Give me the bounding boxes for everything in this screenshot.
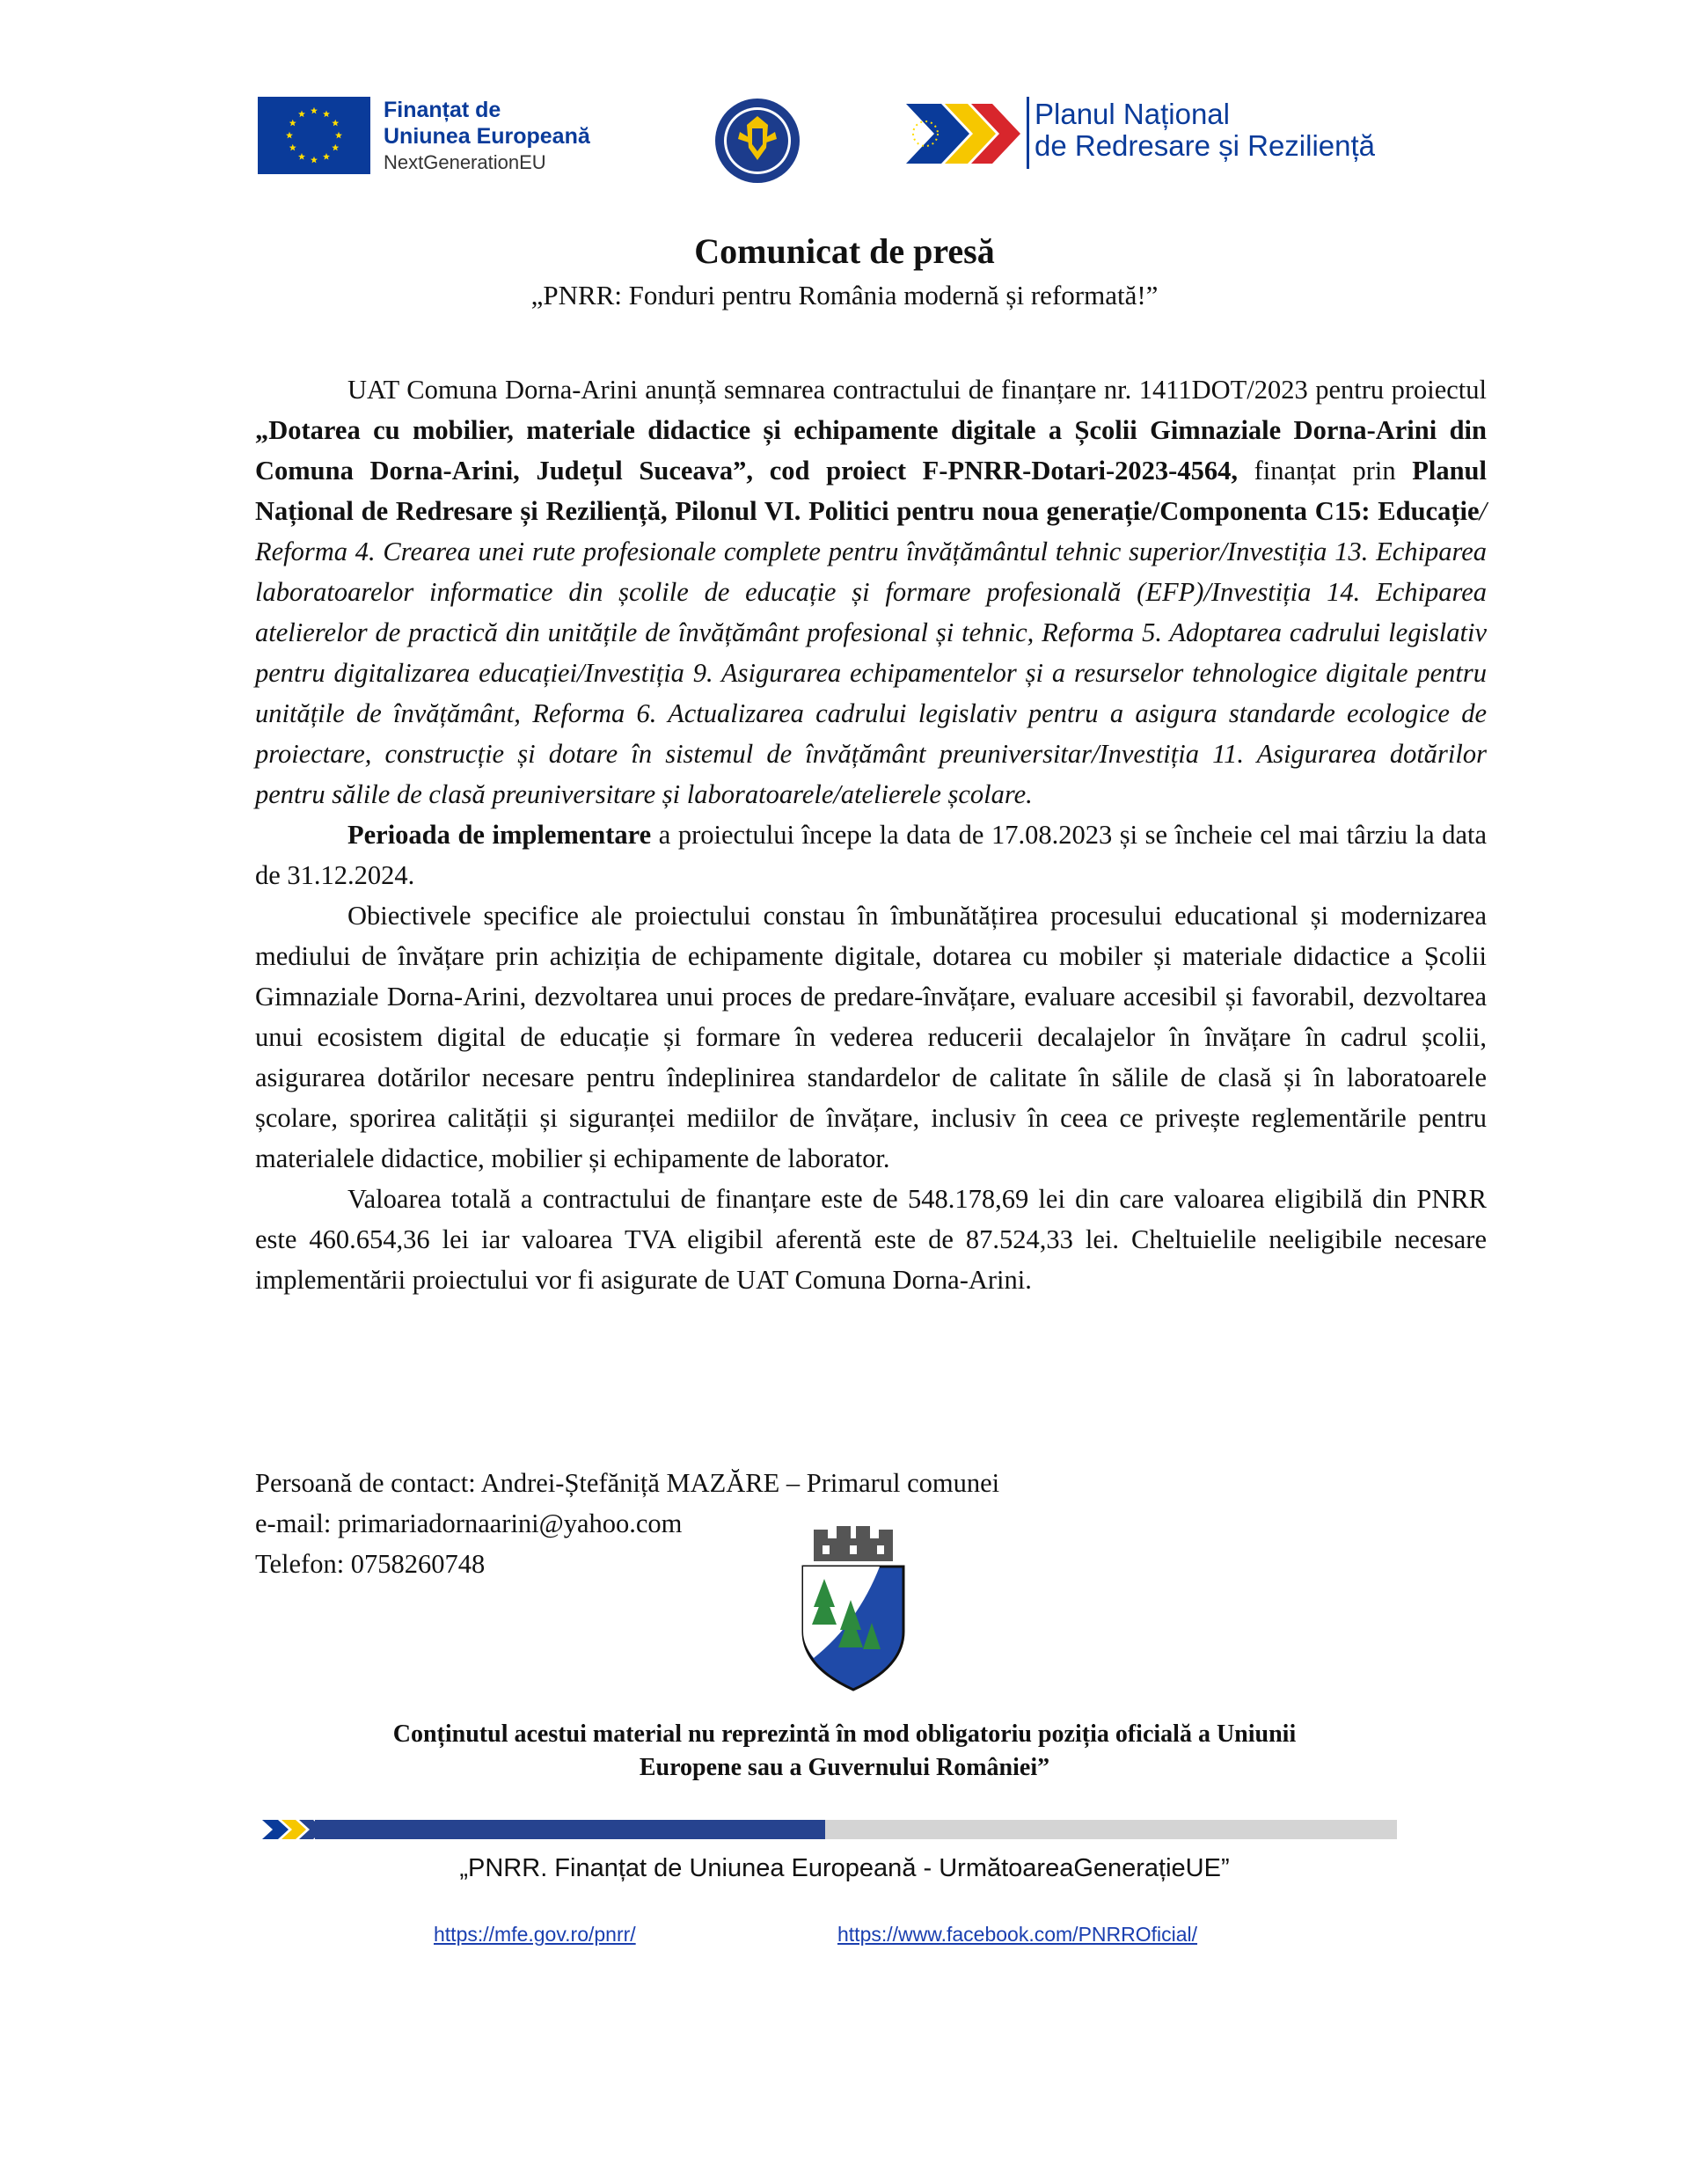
eu-logo-line3: NextGenerationEU [384,151,546,173]
pnrr-logo-text [1035,99,1375,162]
footer-bar-grey [825,1820,1397,1839]
contact-phone: Telefon: 0758260748 [255,1549,486,1579]
reforms-text: / Reforma 4. Crearea unei rute profesionale complete pentru învățământul tehnic superior/Investiția 13. Echiparea laboratoarelor informatice din școlile de educație și formare profesională (EFP)/Investiția 14. Echiparea atelierelor de practică din unitățile de învățământ profesional și tehnic, Reforma 5. Adoptarea cadrului legislativ pentru digitalizarea educației/Investiția 9. Asigurarea echipamentelor și a resurselor tehnologice digitale pentru unitățile de învățământ, Reforma 6. Actualizarea cadrului legislativ pentru a asigura standarde ecologice de proiectare, construcție și dotare în sistemul de învățământ preuniversitar/Investiția 11. Asigurarea dotărilor pentru sălile de clasă preuniversitare și laboratoarele/atelierele școlare. [255,496,1487,809]
paragraph-contract [255,369,1487,814]
dorna-arini-coat-of-arms-icon [796,1526,910,1691]
footer-arrows-icon [262,1820,328,1839]
paragraph-objectives: Obiectivele specifice ale proiectului constau în îmbunătățirea procesului educational și modernizarea mediului de învățare prin achiziția de echipamente digitale, dotarea cu mobiler și materiale didactice a Școlii Gimnaziale Dorna-Arini, dezvoltarea unui proces de predare-învățare, evaluare accesibil și favorabil, dezvoltarea unui ecosistem digital de educație și formare în vederea reducerii decalajelor în învățare în cadrul școlii, asigurarea dotărilor necesare pentru îndeplinirea standardelor de calitate în sălile de clasă și în laboratoarele școlare, sporirea calității și siguranței mediilor de învățare, inclusiv în ceea ce privește reglementările pentru materialele didactice, mobilier și echipamente de laborator. [255,901,1487,1173]
eu-logo-line1: Finanțat de [384,98,501,122]
pnrr-divider [1027,97,1029,169]
romanian-government-seal-icon [713,97,801,185]
eu-logo-text [384,97,590,176]
disclaimer-line2: Europene sau a Guvernului României” [639,1754,1050,1781]
pnrr-logo-line1: Planul Național [1035,98,1230,130]
period-text: a proiectului începe la data de 17.08.2023 și se încheie cel mai târziu la data de 31.12.2024. [255,820,1487,890]
facebook-link[interactable]: https://www.facebook.com/PNRROficial/ [837,1923,1198,1946]
footer-slogan: „PNRR. Finanțat de Uniunea Europeană - UrmătoareaGenerațieUE” [459,1854,1230,1882]
period-label: Perioada de implementare [347,820,652,850]
eu-funding-logo [258,97,645,178]
financing-text: finanțat prin [1237,456,1413,486]
page-title: Comunicat de presă [694,231,995,271]
disclaimer [0,1718,1689,1785]
contact-email: e-mail: primariadornaarini@yahoo.com [255,1508,683,1538]
pnrr-logo [906,97,1399,176]
footer-bar-blue [315,1820,825,1839]
mfe-link[interactable]: https://mfe.gov.ro/pnrr/ [434,1923,636,1946]
press-release-body [255,369,1487,1300]
project-name-text: „Dotarea cu mobilier, materiale didactice și echipamente digitale a Școlii Gimnaziale Dorna-Arini din Comuna Dorna-Arini, Județul Suceava”, cod proiect F-PNRR-Dotari-2023-4564, [255,415,1487,486]
contact-person: Persoană de contact: Andrei-Ștefăniță MAZĂRE – Primarul comunei [255,1468,1000,1498]
eu-flag-icon [258,97,370,174]
contract-intro-text: UAT Comuna Dorna-Arini anunță semnarea contractului de finanțare nr. 1411DOT/2023 pentru proiectul [347,375,1487,405]
program-text: Planul Național de Redresare și Reziliență, Pilonul VI. Politici pentru noua generație/Componenta C15: Educație [255,456,1487,526]
pnrr-logo-line2: de Redresare și Reziliență [1035,129,1376,162]
eu-logo-line2: Uniunea Europeană [384,124,590,149]
footer-color-bar [262,1820,1397,1839]
paragraph-value: Valoarea totală a contractului de finanțare este de 548.178,69 lei din care valoarea eligibilă din PNRR este 460.654,36 lei iar valoarea TVA eligibil aferentă este de 87.524,33 lei. Cheltuielile neeligibile necesare implementării proiectului vor fi asigurate de UAT Comuna Dorna-Arini. [255,1184,1487,1295]
disclaimer-line1: Conținutul acestui material nu reprezintă în mod obligatoriu poziția oficială a Uniunii [392,1720,1297,1748]
page-subtitle: „PNRR: Fonduri pentru România modernă și reformată!” [530,280,1159,310]
paragraph-period [255,814,1487,895]
pnrr-arrows-icon [906,100,1029,167]
